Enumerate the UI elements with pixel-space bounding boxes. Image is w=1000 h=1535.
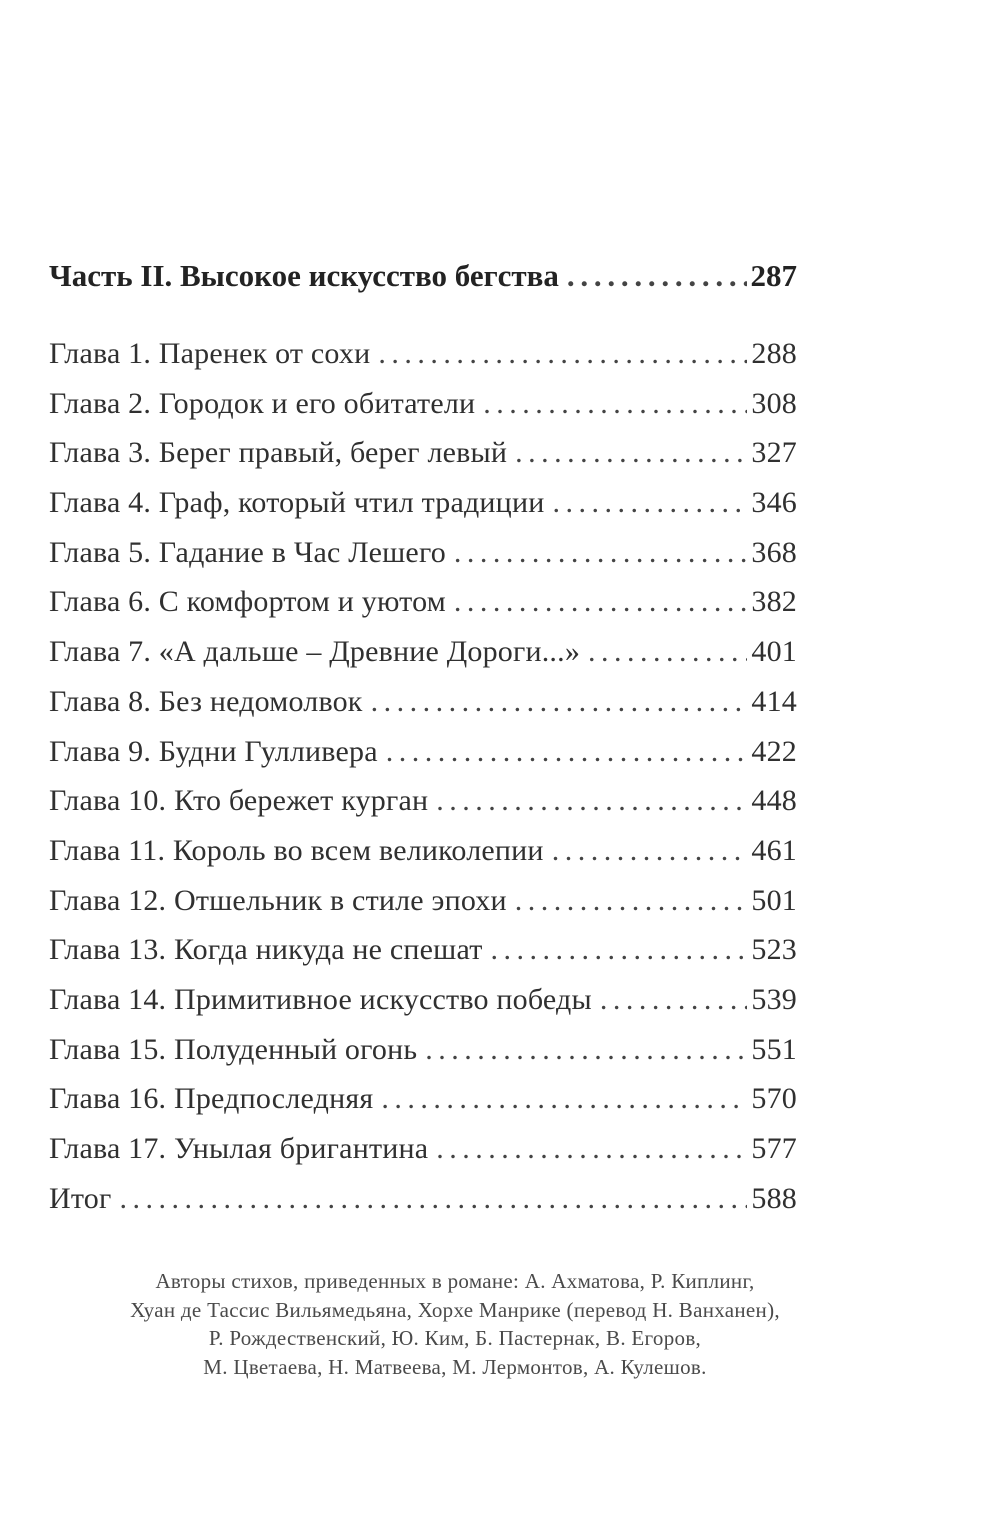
dot-leader [567,250,747,302]
dot-leader [436,1124,747,1174]
note-line: Р. Рождественский, Ю. Ким, Б. Пастернак, В. Егоров, [208,1326,702,1350]
dot-leader [371,677,748,727]
toc-chapter-entry[interactable] [49,727,797,777]
chapter-page-number: 368 [751,535,797,569]
chapter-title: Глава 4. Граф, который чтил традиции [49,486,545,520]
chapter-page-number: 422 [751,734,797,768]
chapter-page-number: 401 [751,635,797,669]
dot-leader [515,428,747,478]
dot-leader [454,528,747,578]
dot-leader [425,1025,747,1075]
toc-chapter-entry[interactable] [49,379,797,429]
chapter-page-number: 346 [751,486,797,520]
dot-leader [552,826,748,876]
toc-chapter-entry[interactable] [49,776,797,826]
chapter-title: Глава 6. С комфортом и уютом [49,585,446,619]
toc-chapter-entry[interactable] [49,577,797,627]
part-title: Часть II. Высокое искусство бегства [49,258,559,293]
part-page-number: 287 [750,258,797,293]
toc-part-entry[interactable] [49,250,797,302]
chapter-title: Глава 1. Паренек от сохи [49,337,371,370]
note-line: М. Цветаева, Н. Матвеева, М. Лермонтов, А. Кулешов. [203,1354,707,1379]
toc-chapter-entry[interactable] [49,677,797,727]
chapter-title: Глава 15. Полуденный огонь [49,1032,418,1066]
chapter-title: Глава 16. Предпоследняя [49,1082,374,1116]
dot-leader [588,627,747,677]
chapter-page-number: 461 [751,833,797,867]
dot-leader [552,478,747,528]
toc-chapter-entry[interactable] [49,428,797,478]
chapter-title: Глава 12. Отшельник в стиле эпохи [49,883,507,917]
chapter-page-number: 539 [751,982,797,1016]
chapter-title: Глава 9. Будни Гулливера [49,734,378,768]
dot-leader [454,577,747,627]
dot-leader [515,876,748,926]
chapter-page-number: 570 [751,1082,797,1116]
chapter-title: Глава 13. Когда никуда не спешат [49,933,483,967]
toc-chapter-entry[interactable] [49,876,797,926]
toc-chapter-entry[interactable] [49,478,797,528]
chapter-page-number: 577 [751,1132,797,1165]
chapter-page-number: 448 [751,784,797,818]
chapter-page-number: 414 [751,684,797,718]
toc-chapter-entry[interactable] [49,1074,797,1124]
toc-chapter-entry[interactable] [49,1025,797,1075]
note-line: Авторы стихов, приведенных в романе: А. Ахматова, Р. Киплинг, [155,1269,755,1293]
dot-leader [381,1074,747,1124]
chapter-title: Глава 5. Гадание в Час Лешего [49,535,446,569]
chapter-title: Итог [49,1181,112,1215]
toc-chapter-entry[interactable] [49,925,797,975]
chapter-title: Глава 11. Король во всем великолепии [49,833,544,867]
chapter-page-number: 288 [751,337,797,370]
chapter-title: Глава 14. Примитивное искусство победы [49,982,592,1016]
toc-chapter-entry[interactable] [49,329,797,379]
dot-leader [120,1174,748,1224]
dot-leader [378,329,747,379]
dot-leader [600,975,748,1025]
chapter-page-number: 551 [751,1032,797,1066]
dot-leader [436,776,747,826]
chapter-title: Глава 10. Кто бережет курган [49,784,429,818]
chapter-title: Глава 3. Берег правый, берег левый [49,436,508,470]
dot-leader [483,379,747,429]
chapter-title: Глава 7. «А дальше – Древние Дороги...» [49,635,581,669]
toc-chapter-entry[interactable] [49,975,797,1025]
table-of-contents [49,250,797,1223]
poem-authors-note [40,1267,870,1381]
dot-leader [491,925,748,975]
chapter-page-number: 382 [751,585,797,619]
chapter-title: Глава 2. Городок и его обитатели [49,386,476,420]
chapter-page-number: 327 [751,436,797,470]
chapter-page-number: 588 [751,1181,797,1215]
chapter-page-number: 523 [751,933,797,967]
toc-chapter-entry[interactable] [49,1124,797,1174]
chapter-title: Глава 8. Без недомолвок [49,684,363,718]
chapter-title: Глава 17. Унылая бригантина [49,1132,429,1165]
toc-chapter-entry[interactable] [49,826,797,876]
toc-chapter-entry[interactable] [49,528,797,578]
toc-chapter-entry[interactable] [49,1174,797,1224]
note-line: Хуан де Тассис Вильямедьяна, Хорхе Манрике (перевод Н. Ванханен), [130,1297,780,1322]
chapter-page-number: 501 [751,883,797,917]
chapter-page-number: 308 [751,386,797,420]
dot-leader [386,727,748,777]
toc-chapter-entry[interactable] [49,627,797,677]
